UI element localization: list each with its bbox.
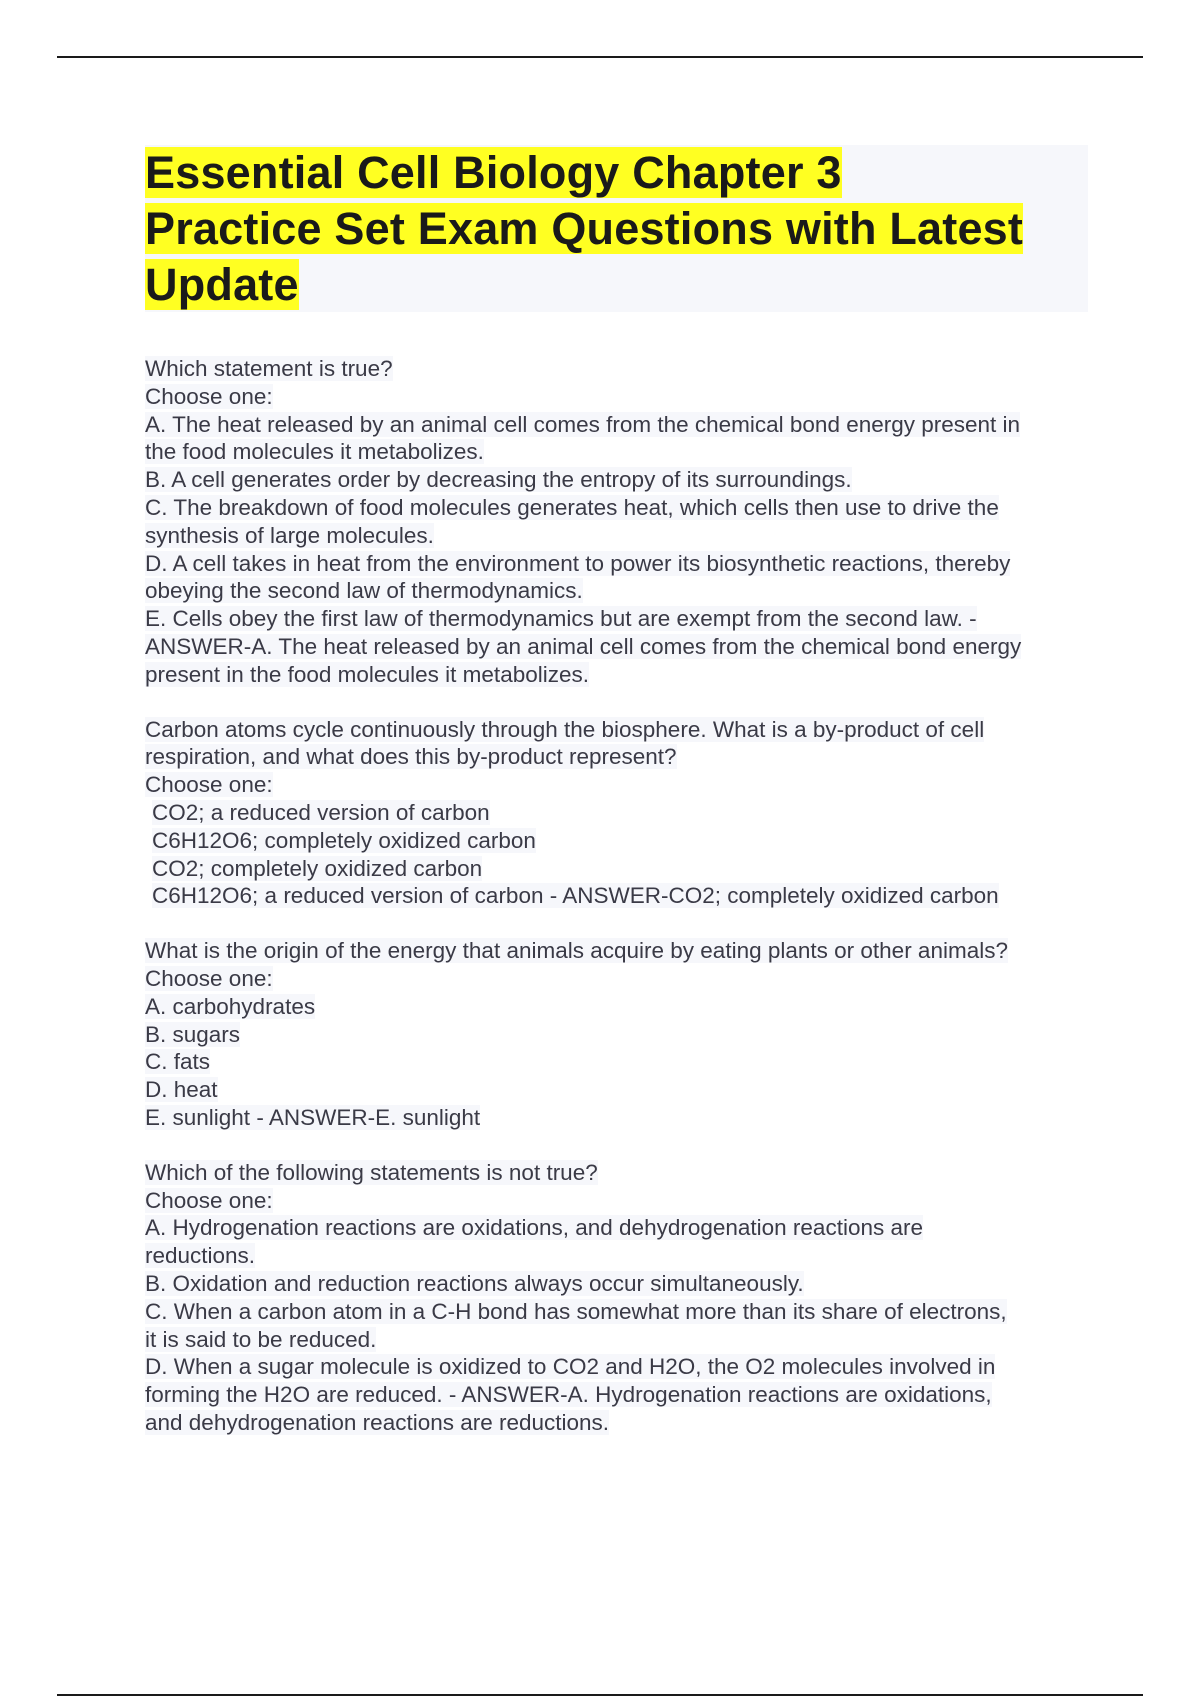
question-1	[145, 355, 1105, 689]
title-block	[145, 145, 1088, 312]
top-rule	[57, 56, 1143, 58]
title-line: Practice Set Exam Questions with Latest	[145, 203, 1024, 254]
option-line: B. A cell generates order by decreasing the entropy of its surroundings.	[145, 467, 852, 493]
question-3	[145, 937, 1105, 1132]
option-line: A. carbohydrates	[145, 993, 316, 1019]
title-line: Update	[145, 259, 299, 310]
answer-line: ANSWER-A. The heat released by an animal cell comes from the chemical bond energy	[145, 633, 1022, 659]
title-line: Essential Cell Biology Chapter 3	[145, 147, 842, 198]
option-line: D. A cell takes in heat from the environment to power its biosynthetic reactions, thereby	[145, 550, 1011, 576]
option-line: obeying the second law of thermodynamics.	[145, 578, 583, 604]
option-line: it is said to be reduced.	[145, 1326, 377, 1352]
option-line: C6H12O6; completely oxidized carbon	[152, 827, 536, 853]
option-line: A. The heat released by an animal cell comes from the chemical bond energy present in	[145, 411, 1021, 437]
answer-line: C6H12O6; a reduced version of carbon - ANSWER-CO2; completely oxidized carbon	[152, 883, 999, 909]
answer-line: and dehydrogenation reactions are reductions.	[145, 1409, 610, 1435]
option-line: C. The breakdown of food molecules generates heat, which cells then use to drive the	[145, 494, 999, 520]
question-text: Which of the following statements is not true?	[145, 1159, 598, 1185]
option-line: C. fats	[145, 1049, 211, 1075]
choose-one-label: Choose one:	[145, 965, 273, 991]
questions-list	[145, 355, 1105, 1464]
option-line: C. When a carbon atom in a C-H bond has somewhat more than its share of electrons,	[145, 1298, 1007, 1324]
question-text: respiration, and what does this by-product represent?	[145, 744, 677, 770]
choose-one-label: Choose one:	[145, 383, 273, 409]
bottom-rule	[57, 1694, 1143, 1696]
option-line: D. When a sugar molecule is oxidized to CO2 and H2O, the O2 molecules involved in	[145, 1354, 996, 1380]
question-text: Which statement is true?	[145, 356, 393, 381]
option-line: CO2; completely oxidized carbon	[152, 855, 483, 881]
answer-line: present in the food molecules it metabolizes.	[145, 661, 589, 687]
question-text: Carbon atoms cycle continuously through the biosphere. What is a by-product of cell	[145, 716, 985, 742]
answer-line: E. sunlight - ANSWER-E. sunlight	[145, 1104, 481, 1130]
document-title	[145, 145, 1088, 313]
question-2	[145, 716, 1105, 911]
option-line: B. Oxidation and reduction reactions always occur simultaneously.	[145, 1270, 804, 1296]
question-text: What is the origin of the energy that animals acquire by eating plants or other animals?	[145, 938, 1008, 964]
answer-line: forming the H2O are reduced. - ANSWER-A. Hydrogenation reactions are oxidations,	[145, 1382, 992, 1408]
question-4	[145, 1159, 1105, 1437]
option-line: A. Hydrogenation reactions are oxidations, and dehydrogenation reactions are	[145, 1215, 923, 1241]
option-line: B. sugars	[145, 1021, 241, 1047]
option-line: synthesis of large molecules.	[145, 522, 434, 548]
option-line: D. heat	[145, 1077, 218, 1103]
option-line: the food molecules it metabolizes.	[145, 439, 484, 465]
option-line: E. Cells obey the first law of thermodynamics but are exempt from the second law. -	[145, 606, 977, 632]
option-line: CO2; a reduced version of carbon	[152, 799, 490, 825]
choose-one-label: Choose one:	[145, 1187, 273, 1213]
option-line: reductions.	[145, 1243, 256, 1269]
choose-one-label: Choose one:	[145, 772, 273, 798]
